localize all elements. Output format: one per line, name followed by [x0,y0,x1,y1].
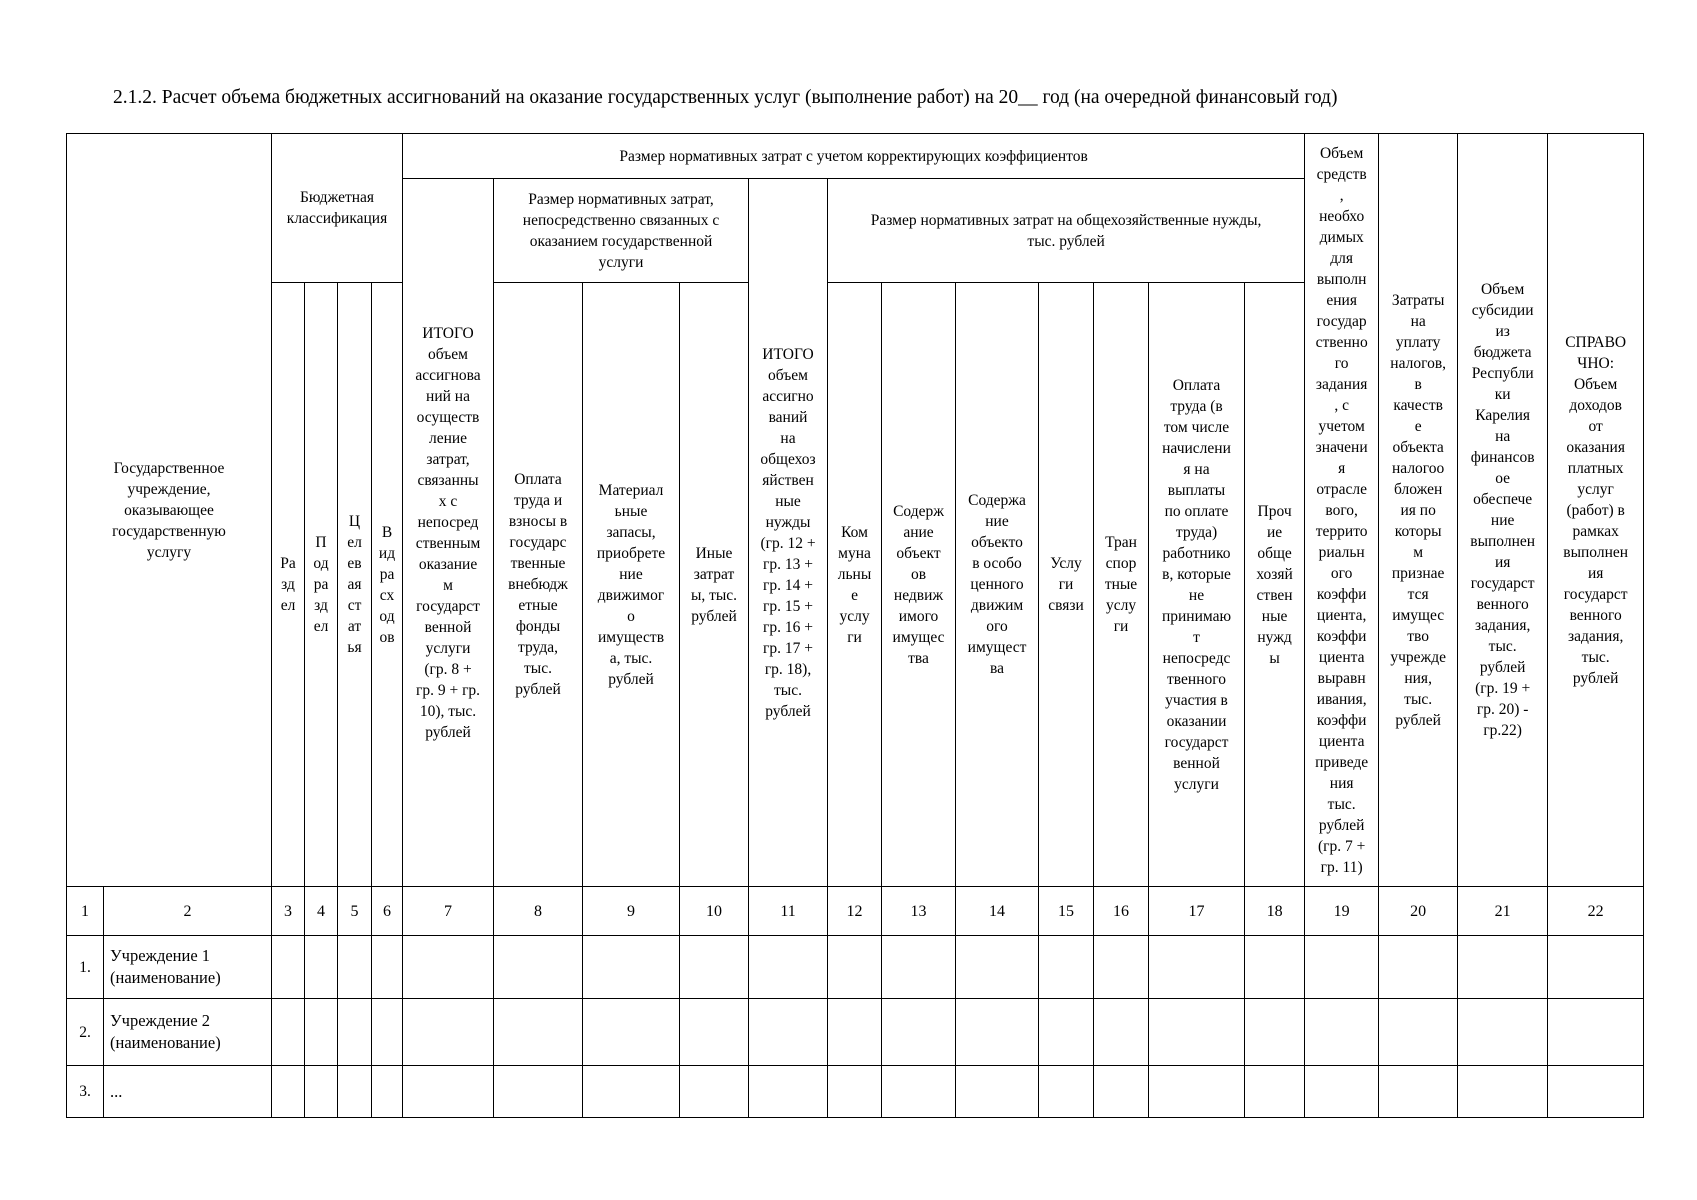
row-index: 2. [67,999,104,1066]
table-cell [305,999,338,1066]
header-property-taxes: Затраты на уплату налогов, в качеств е объекта налогоо бложен ия по которы м признае тся имущес тво учрежде ния, тыс. рублей [1379,134,1458,887]
header-subsidy: Объем субсидии из бюджета Республи ки Карелия на финансов ое обеспече ние выполнен ия государст венного задания, тыс. рублей (гр. 19 + гр. 20) - гр.22) [1458,134,1548,887]
table-cell [1305,936,1379,999]
table-cell [749,999,828,1066]
column-number: 11 [749,887,828,936]
table-cell [1149,1066,1245,1118]
header-direct-costs-group: Размер нормативных затрат, непосредственно связанных с оказанием государственной услуги [494,179,749,283]
column-number: 19 [1305,887,1379,936]
document-title: 2.1.2. Расчет объема бюджетных ассигнований на оказание государственных услуг (выполнение работ) на 20__ год (на очередной финансовый год) [113,87,1338,108]
column-number: 20 [1379,887,1458,936]
table-cell [1305,1066,1379,1118]
table-cell [1094,999,1149,1066]
table-cell [1379,1066,1458,1118]
header-total-direct: ИТОГО объем ассигнова ний на осуществ ление затрат, связанны х с непосред ственным оказание м государст венной услуги (гр. 8 + гр. 9 + гр. 10), тыс. рублей [403,179,494,887]
table-cell [1039,1066,1094,1118]
table-row [67,936,1644,999]
column-number: 2 [104,887,272,936]
row-index: 3. [67,1066,104,1118]
header-other-general: Проч ие обще хозяй ствен ные нужд ы [1245,283,1305,887]
table-cell [272,1066,305,1118]
column-number: 12 [828,887,882,936]
table-cell [1379,936,1458,999]
header-required-funds: Объем средств , необхо димых для выполн ения государ ственно го задания , с учетом значени я отрасле вого, террито риальн ого коэффи циента, коэффи циента выравн ивания, коэффи циента приведе ния тыс. рублей (гр. 7 + гр. 11) [1305,134,1379,887]
column-number: 21 [1458,887,1548,936]
column-number: 1 [67,887,104,936]
table-cell [338,936,372,999]
column-number: 7 [403,887,494,936]
header-razdel: Ра зд ел [272,283,305,887]
table-cell [583,1066,680,1118]
column-number: 22 [1548,887,1644,936]
header-total-general: ИТОГО объем ассигно ваний на общехоз яйствен ные нужды (гр. 12 + гр. 13 + гр. 14 + гр. 15 + гр. 16 + гр. 17 + гр. 18), тыс. рублей [749,179,828,887]
table-cell [956,936,1039,999]
column-number: 8 [494,887,583,936]
table-cell [1548,936,1644,999]
header-budget-classification: Бюджетная классификация [272,134,403,283]
table-cell [305,936,338,999]
column-number: 4 [305,887,338,936]
table-cell [494,1066,583,1118]
table-cell [680,1066,749,1118]
header-indirect-labor: Оплата труда (в том числе начислени я на выплаты по оплате труда) работнико в, которые не принимаю т непосредс твенного участия в оказании государст венной услуги [1149,283,1245,887]
header-real-estate: Содерж ание объект ов недвиж имого имущес тва [882,283,956,887]
table-cell [403,936,494,999]
table-row [67,1066,1644,1118]
table-cell [272,999,305,1066]
table-cell [749,936,828,999]
institution-name: Учреждение 1 (наименование) [104,936,272,999]
table-cell [1094,936,1149,999]
header-expense-type: В ид ра сх од ов [372,283,403,887]
table-cell [338,999,372,1066]
table-cell [494,999,583,1066]
table-cell [1458,936,1548,999]
table-cell [882,999,956,1066]
table-cell [956,1066,1039,1118]
column-number: 18 [1245,887,1305,936]
table-cell [1039,936,1094,999]
header-transport: Тран спор тные услу ги [1094,283,1149,887]
table-cell [583,936,680,999]
table-cell [1149,999,1245,1066]
table-cell [372,1066,403,1118]
row-index: 1. [67,936,104,999]
column-number: 15 [1039,887,1094,936]
header-materials: Материал ьные запасы, приобрете ние движимог о имуществ а, тыс. рублей [583,283,680,887]
header-institution: Государственное учреждение, оказывающее государственную услугу [67,134,272,887]
table-cell [1458,999,1548,1066]
column-number: 6 [372,887,403,936]
table-cell [828,936,882,999]
table-cell [272,936,305,999]
column-number: 14 [956,887,1039,936]
table-cell [1458,1066,1548,1118]
column-number: 10 [680,887,749,936]
header-target-article: Ц ел ев ая ст ат ья [338,283,372,887]
table-cell [1245,1066,1305,1118]
table-cell [1548,999,1644,1066]
budget-allocation-table [66,133,1644,1118]
table-cell [1094,1066,1149,1118]
header-row-1 [67,134,1644,179]
column-number: 16 [1094,887,1149,936]
header-paid-services-income: СПРАВО ЧНО: Объем доходов от оказания платных услуг (работ) в рамках выполнен ия государст венного задания, тыс. рублей [1548,134,1644,887]
table-cell [749,1066,828,1118]
column-number: 3 [272,887,305,936]
header-utilities: Ком муна льны е услу ги [828,283,882,887]
table-cell [1245,936,1305,999]
table-cell [956,999,1039,1066]
table-cell [882,936,956,999]
table-cell [1305,999,1379,1066]
table-cell [680,936,749,999]
table-cell [372,936,403,999]
table-cell [882,1066,956,1118]
table-cell [828,999,882,1066]
table-cell [1379,999,1458,1066]
table-cell [1245,999,1305,1066]
table-cell [583,999,680,1066]
column-numbers-row [67,887,1644,936]
table-cell [403,1066,494,1118]
table-cell [1039,999,1094,1066]
column-number: 17 [1149,887,1245,936]
table-cell [372,999,403,1066]
table-cell [305,1066,338,1118]
table-cell [1149,936,1245,999]
column-number: 13 [882,887,956,936]
institution-name: ... [104,1066,272,1118]
table-cell [1548,1066,1644,1118]
header-other-costs: Иные затрат ы, тыс. рублей [680,283,749,887]
institution-name: Учреждение 2 (наименование) [104,999,272,1066]
header-normative-costs-group: Размер нормативных затрат с учетом корректирующих коэффициентов [403,134,1305,179]
header-communications: Услу ги связи [1039,283,1094,887]
header-podrazdel: П од ра зд ел [305,283,338,887]
column-number: 9 [583,887,680,936]
header-valuable-movables: Содержа ние объекто в особо ценного движим ого имущест ва [956,283,1039,887]
table-cell [680,999,749,1066]
table-cell [828,1066,882,1118]
table-cell [403,999,494,1066]
table-cell [338,1066,372,1118]
table-row [67,999,1644,1066]
table-cell [494,936,583,999]
column-number: 5 [338,887,372,936]
header-general-needs-group: Размер нормативных затрат на общехозяйственные нужды, тыс. рублей [828,179,1305,283]
header-labor-and-funds: Оплата труда и взносы в государс твенные внебюдж етные фонды труда, тыс. рублей [494,283,583,887]
